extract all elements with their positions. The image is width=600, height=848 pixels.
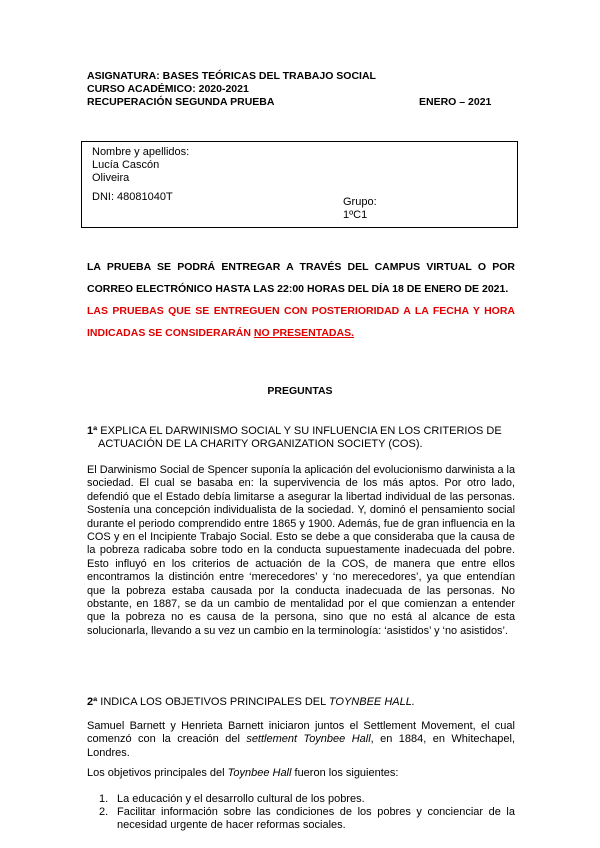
- list-item: [87, 793, 515, 806]
- submission-notice: [87, 256, 515, 344]
- group-value: 1ºC1: [343, 209, 368, 221]
- question-1: [87, 425, 515, 451]
- question-2-italic: TOYNBEE HALL.: [328, 696, 415, 708]
- q2-p1-text-b: , en 1884, en Whitechapel, Londres.: [87, 733, 515, 759]
- document-header: [87, 70, 527, 109]
- objectives-list: [87, 793, 515, 832]
- question-1-title: [87, 425, 515, 451]
- exam-date: ENERO – 2021: [419, 96, 492, 108]
- question-2-number: 2ª: [87, 696, 98, 708]
- group-block: [343, 196, 377, 222]
- exam-line: [87, 96, 527, 109]
- q2-p2-text-b: fueron los siguientes:: [291, 767, 399, 779]
- question-2-title: [87, 696, 527, 709]
- name-line-2: Oliveira: [92, 172, 130, 184]
- subject-line: ASIGNATURA: BASES TEÓRICAS DEL TRABAJO SOCIAL: [87, 70, 376, 82]
- question-2-paragraph-2: [87, 767, 515, 780]
- group-label: Grupo:: [343, 196, 377, 208]
- name-block: [92, 146, 189, 185]
- q2-p1-italic: settlement Toynbee Hall: [246, 733, 371, 746]
- list-item-number: 2.: [99, 806, 109, 818]
- question-2-paragraph-1: [87, 720, 515, 760]
- exam-title: RECUPERACIÓN SEGUNDA PRUEBA: [87, 96, 275, 108]
- list-item-text: Facilitar información sobre las condiciones de los pobres y concienciar de la necesidad urgente de hacer reformas sociales.: [117, 806, 515, 831]
- question-1-answer: El Darwinismo Social de Spencer suponía la aplicación del evolucionismo darwinista a la sociedad. El cual se basaba en: la supervivencia de los más aptos. Por otro lado, defendió que el Estado debía limitarse a asegurar la libertad individual de las personas. Sostenía una concepción individualista de la sociedad. Y, dominó el pensamiento social durante el periodo comprendido entre 1865 y 1900. Además, fue de gran influencia en la COS y en el Incipiente Trabajo Social. Esto se debe a que consideraba que la causa de la pobreza radicaba sobre todo en la conducta supuestamente inadecuada del pobre. Esto influyó en los criterios de actuación de la COS, de manera que entre ellos encontramos la distinción entre ‘merecedores’ y ‘no merecedores’, ya que entendían que la pobreza estaba causada por la conducta inadecuada de las personas. No obstante, en 1887, se da un cambio de mentalidad por el que comienzan a entender que la pobreza no es causa de la persona, sino que no está al alcance de esta solucionarla, llevando a su vez un cambio en la terminología: ‘asistidos’ y ‘no asistidos’.: [87, 464, 515, 637]
- student-info-box: [81, 141, 518, 228]
- name-label: Nombre y apellidos:: [92, 146, 190, 158]
- question-1-number: 1ª: [87, 425, 98, 437]
- section-title: PREGUNTAS: [267, 385, 333, 397]
- notice-deadline: LA PRUEBA SE PODRÁ ENTREGAR A TRAVÉS DEL CAMPUS VIRTUAL O POR CORREO ELECTRÓNICO HASTA LAS 22:00 HORAS DEL DÍA 18 DE ENERO DE 2021.: [87, 261, 515, 295]
- notice-warning: [87, 300, 515, 344]
- course-line: CURSO ACADÉMICO: 2020-2021: [87, 83, 249, 95]
- list-item-number: 1.: [99, 793, 109, 805]
- notice-warning-underlined: NO PRESENTADAS.: [253, 327, 355, 339]
- question-2-text: INDICA LOS OBJETIVOS PRINCIPALES DEL: [100, 696, 329, 708]
- dni: DNI: 48081040T: [92, 191, 173, 203]
- notice-warning-text: LAS PRUEBAS QUE SE ENTREGUEN CON POSTERIORIDAD A LA FECHA Y HORA INDICADAS SE CONSIDERARÁN: [87, 305, 515, 339]
- name-line-1: Lucía Cascón: [92, 159, 160, 171]
- question-1-text: EXPLICA EL DARWINISMO SOCIAL Y SU INFLUENCIA EN LOS CRITERIOS DE ACTUACIÓN DE LA CHARITY ORGANIZATION SOCIETY (COS).: [98, 425, 502, 450]
- list-item: [87, 806, 515, 832]
- q2-p2-italic: Toynbee Hall: [227, 767, 292, 779]
- list-item-text: La educación y el desarrollo cultural de los pobres.: [117, 793, 365, 805]
- q2-p2-text-a: Los objetivos principales del: [87, 767, 228, 779]
- q2-p1-text-a: Samuel Barnett y Henrieta Barnett iniciaron juntos el Settlement Movement, el cual comenzó con la creación del: [87, 720, 515, 746]
